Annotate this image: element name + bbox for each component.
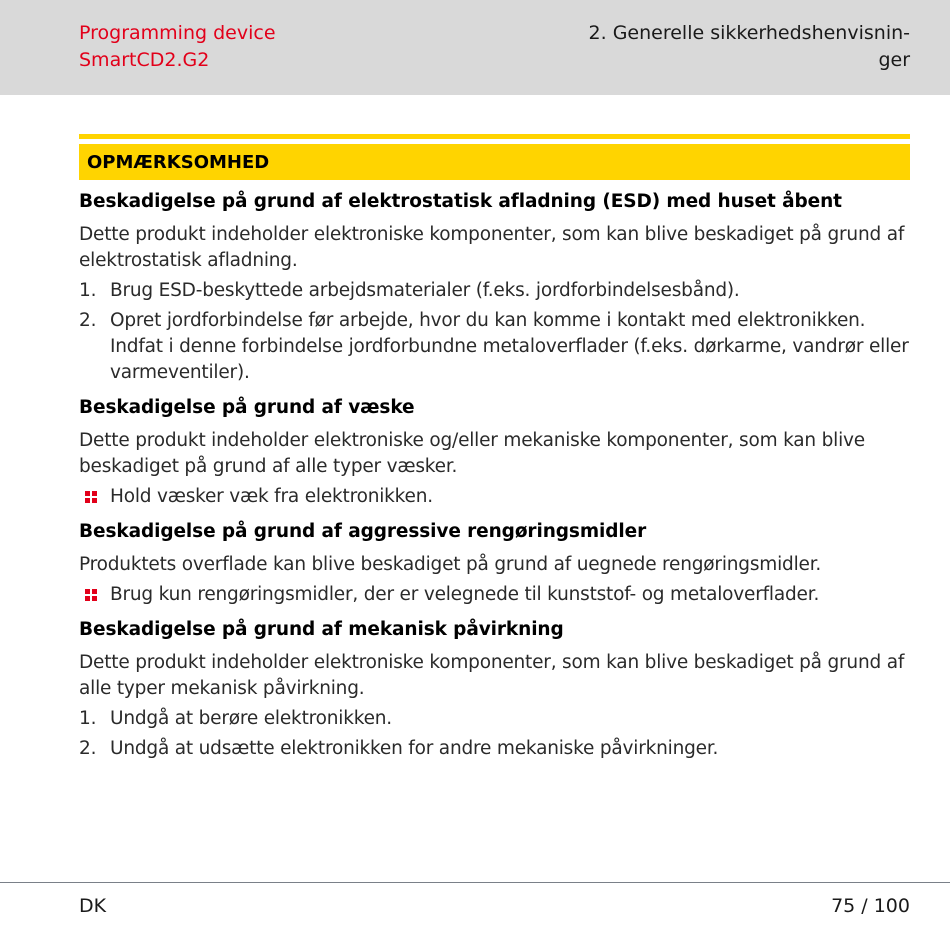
section-heading-esd: Beskadigelse på grund af elektrostatisk afladning (ESD) med huset åbent bbox=[79, 191, 842, 212]
section-heading-mechanical: Beskadigelse på grund af mekanisk påvirkning bbox=[79, 619, 564, 640]
section-text-mechanical: Dette produkt indeholder elektroniske komponenter, som kan blive beskadiget på grund af alle typer mekanisk påvirkning. bbox=[79, 652, 905, 699]
product-title-line-2: SmartCD2.G2 bbox=[79, 49, 210, 71]
list-item bbox=[79, 278, 910, 304]
list-item bbox=[79, 582, 910, 608]
footer-rule bbox=[0, 882, 950, 883]
step-text: Undgå at udsætte elektronikken for andre mekaniske påvirkninger. bbox=[110, 738, 719, 759]
bullet-text: Brug kun rengøringsmidler, der er velegnede til kunststof- og metaloverflader. bbox=[110, 584, 820, 605]
list-item bbox=[79, 484, 910, 510]
step-number: 2. bbox=[79, 310, 97, 331]
section-text-cleaning: Produktets overflade kan blive beskadiget på grund af uegnede rengøringsmidler. bbox=[79, 554, 822, 575]
notice-banner bbox=[79, 144, 910, 180]
chapter-title-line-1: 2. Generelle sikkerhedshenvisnin- bbox=[588, 22, 910, 44]
liquid-bullet-list bbox=[79, 484, 910, 510]
chapter-title-line-2: ger bbox=[878, 49, 910, 71]
mechanical-steps-list bbox=[79, 706, 910, 762]
notice-label: OPMÆRKSOMHED bbox=[87, 151, 270, 173]
list-item bbox=[79, 308, 910, 386]
square-bullet-icon bbox=[85, 491, 98, 504]
step-text: Brug ESD-beskyttede arbejdsmaterialer (f.eks. jordforbindelsesbånd). bbox=[110, 280, 740, 301]
product-title bbox=[79, 20, 276, 74]
section-text-esd: Dette produkt indeholder elektroniske komponenter, som kan blive beskadiget på grund af elektrostatisk afladning. bbox=[79, 224, 905, 271]
section-heading-cleaning: Beskadigelse på grund af aggressive rengøringsmidler bbox=[79, 521, 647, 542]
cleaning-bullet-list bbox=[79, 582, 910, 608]
chapter-title bbox=[580, 20, 910, 74]
step-text: Undgå at berøre elektronikken. bbox=[110, 708, 392, 729]
section-heading-liquid: Beskadigelse på grund af væske bbox=[79, 397, 415, 418]
step-number: 1. bbox=[79, 280, 97, 301]
page-header bbox=[0, 0, 950, 95]
esd-steps-list bbox=[79, 278, 910, 386]
list-item bbox=[79, 736, 910, 762]
step-number: 1. bbox=[79, 708, 97, 729]
step-number: 2. bbox=[79, 738, 97, 759]
bullet-text: Hold væsker væk fra elektronikken. bbox=[110, 486, 433, 507]
section-text-liquid: Dette produkt indeholder elektroniske og/eller mekaniske komponenter, som kan blive beskadiget på grund af alle typer væsker. bbox=[79, 430, 865, 477]
step-text: Opret jordforbindelse før arbejde, hvor du kan komme i kontakt med elektronikken. Indfat i denne forbindelse jordforbundne metaloverflader (f.eks. dørkarme, vandrør eller varmeventiler). bbox=[110, 310, 909, 383]
notice-top-rule bbox=[79, 134, 910, 139]
square-bullet-icon bbox=[85, 589, 98, 602]
page-number: 75 / 100 bbox=[831, 895, 910, 917]
footer-language: DK bbox=[79, 895, 107, 917]
list-item bbox=[79, 706, 910, 732]
product-title-line-1: Programming device bbox=[79, 22, 276, 44]
page-content bbox=[79, 134, 910, 768]
